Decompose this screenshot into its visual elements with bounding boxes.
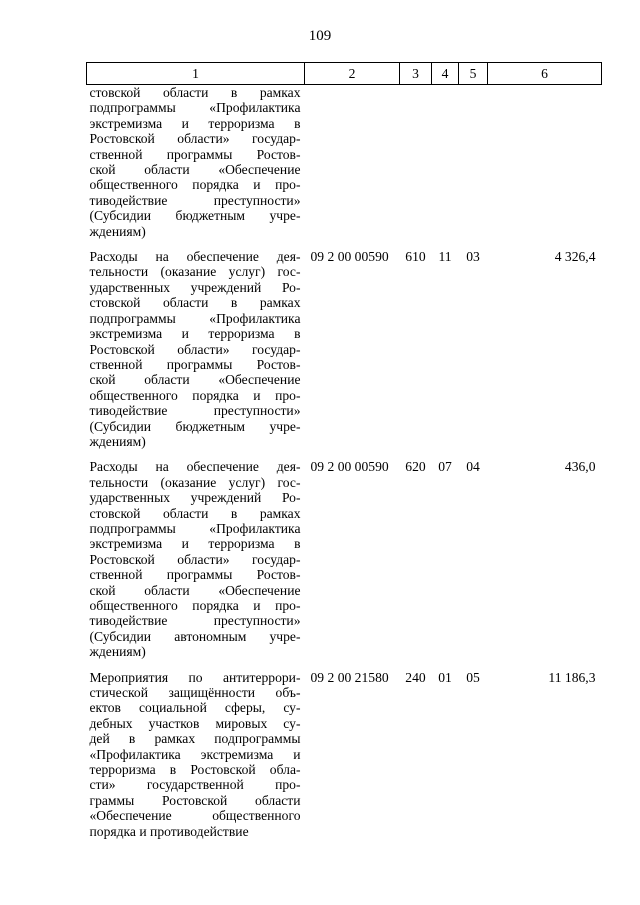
- description-line: ственной программы Ростов-: [89, 356, 301, 372]
- subsection-code: [459, 85, 488, 240]
- description-line: подпрограммы «Профилактика: [89, 310, 301, 326]
- description-line: экстремизма и терроризма в: [89, 536, 301, 552]
- row-spacer: [87, 449, 602, 459]
- description-line: подпрограммы «Профилактика: [89, 100, 301, 116]
- spacer-cell: [87, 239, 602, 249]
- expense-description: [87, 459, 305, 659]
- section-code: 11: [438, 249, 452, 265]
- description-line: сти» государственной про-: [89, 777, 301, 793]
- description-line: ской области «Обеспечение: [89, 372, 301, 388]
- description-line: тиводействие преступности»: [89, 192, 301, 208]
- description-line: терроризма в Ростовской обла-: [89, 762, 301, 778]
- description-line: ской области «Обеспечение: [89, 582, 301, 598]
- description-line: ждениям): [89, 223, 146, 239]
- column-header: 1: [87, 63, 305, 85]
- description-line: общественного порядка и про-: [89, 177, 301, 193]
- description-line: ектов социальной сферы, су-: [89, 700, 301, 716]
- description-line: Расходы на обеспечение дея-: [89, 249, 301, 265]
- description-line: тельности (оказание услуг) гос-: [89, 474, 301, 490]
- description-line: ждениям): [89, 433, 146, 449]
- description-line: экстремизма и терроризма в: [89, 115, 301, 131]
- description-line: Мероприятия по антитеррори-: [89, 669, 301, 685]
- expense-type-code: 240: [405, 669, 426, 685]
- table-header-row: [87, 63, 602, 85]
- description-line: общественного порядка и про-: [89, 387, 301, 403]
- expense-type-code: 620: [405, 459, 426, 475]
- description-line: ской области «Обеспечение: [89, 162, 301, 178]
- description-line: стической защищённости объ-: [89, 685, 301, 701]
- description-line: тельности (оказание услуг) гос-: [89, 264, 301, 280]
- column-header: 5: [459, 63, 488, 85]
- description-line: (Субсидии бюджетным учре-: [89, 208, 301, 224]
- description-line: (Субсидии бюджетным учре-: [89, 418, 301, 434]
- table-row: [87, 670, 602, 839]
- target-article-code: 09 2 00 00590: [310, 459, 389, 475]
- description-line: ственной программы Ростов-: [89, 567, 301, 583]
- description-line: Ростовской области» государ-: [89, 131, 301, 147]
- target-article-code: [305, 85, 400, 240]
- description-line: стовской области в рамках: [89, 295, 301, 311]
- description-line: порядка и противодействие: [89, 823, 249, 839]
- column-header: 4: [432, 63, 459, 85]
- amount-value: [488, 85, 602, 240]
- page-number: 109: [308, 28, 332, 44]
- amount-value: 436,0: [564, 459, 596, 475]
- description-line: граммы Ростовской области: [89, 792, 301, 808]
- description-line: стовской области в рамках: [89, 85, 301, 100]
- amount-value: 11 186,3: [548, 669, 596, 685]
- description-line: общественного порядка и про-: [89, 598, 301, 613]
- section-code: 01: [438, 669, 452, 685]
- description-line: «Профилактика экстремизма и: [89, 746, 301, 762]
- description-line: дей в рамках подпрограммы: [89, 731, 301, 747]
- table-row: [87, 249, 602, 449]
- description-line: ственной программы Ростов-: [89, 146, 301, 162]
- description-line: ударственных учреждений Ро-: [89, 490, 301, 506]
- expense-type-code: 610: [405, 249, 426, 265]
- expense-description: [87, 85, 305, 240]
- description-line: дебных участков мировых су-: [89, 715, 301, 731]
- description-line: подпрограммы «Профилактика: [89, 520, 301, 536]
- column-header: 3: [400, 63, 432, 85]
- description-line: экстремизма и терроризма в: [89, 326, 301, 342]
- amount-value: 4 326,4: [554, 249, 596, 265]
- table-row: [87, 85, 602, 240]
- description-line: «Обеспечение общественного: [89, 808, 301, 824]
- column-header: 2: [305, 63, 400, 85]
- description-line: ждениям): [89, 644, 146, 660]
- expense-type-code: [400, 85, 432, 240]
- subsection-code: 04: [466, 459, 480, 475]
- table-row: [87, 459, 602, 659]
- section-code: [432, 85, 459, 240]
- target-article-code: 09 2 00 21580: [310, 669, 389, 685]
- section-code: 07: [438, 459, 452, 475]
- description-line: стовской области в рамках: [89, 505, 301, 521]
- description-line: Расходы на обеспечение дея-: [89, 459, 301, 475]
- spacer-cell: [87, 449, 602, 459]
- row-spacer: [87, 239, 602, 249]
- subsection-code: 03: [466, 249, 480, 265]
- description-line: Ростовской области» государ-: [89, 551, 301, 567]
- description-line: Ростовской области» государ-: [89, 341, 301, 357]
- description-line: (Субсидии автономным учре-: [89, 628, 301, 644]
- target-article-code: 09 2 00 00590: [310, 249, 389, 265]
- column-header: 6: [488, 63, 602, 85]
- budget-table: [86, 62, 602, 839]
- spacer-cell: [87, 660, 602, 670]
- description-line: ударственных учреждений Ро-: [89, 279, 301, 295]
- row-spacer: [87, 660, 602, 670]
- expense-description: [87, 249, 305, 449]
- subsection-code: 05: [466, 669, 480, 685]
- description-line: тиводействие преступности»: [89, 403, 301, 419]
- description-line: тиводействие преступности»: [89, 613, 301, 629]
- expense-description: [87, 670, 305, 839]
